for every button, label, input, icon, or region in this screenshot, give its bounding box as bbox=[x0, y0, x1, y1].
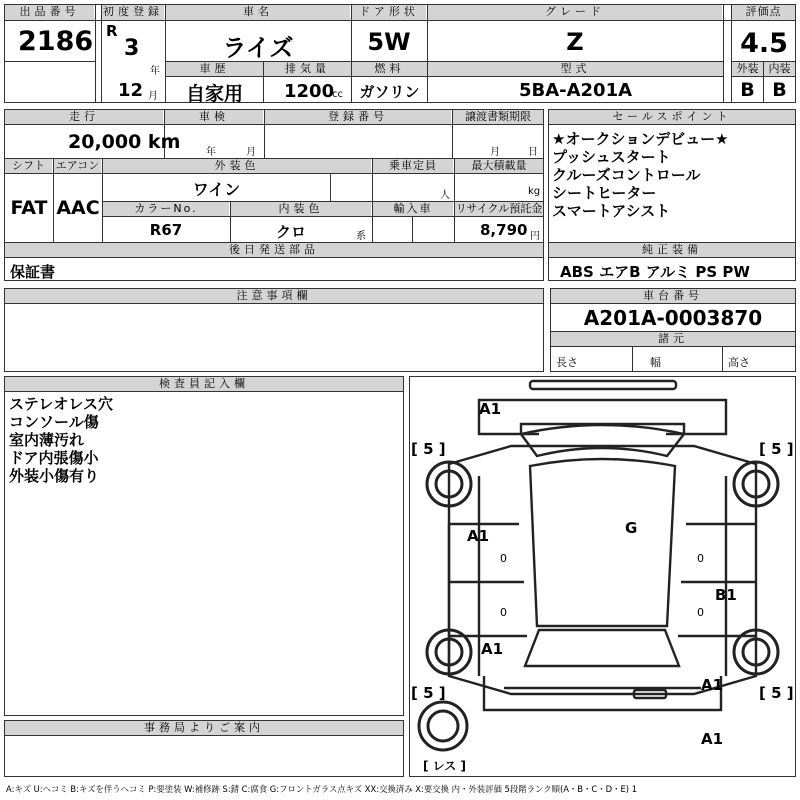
fuel: ガソリン bbox=[359, 83, 420, 101]
mileage-label: 走行 bbox=[5, 110, 163, 124]
history: 自家用 bbox=[185, 83, 243, 105]
divider bbox=[723, 4, 724, 103]
reg-no-label: 登録番号 bbox=[265, 110, 451, 124]
zero-mark: 0 bbox=[500, 552, 507, 565]
transfer-label: 譲渡書類期限 bbox=[453, 110, 543, 124]
displacement: 1200 bbox=[284, 81, 335, 102]
width-label: 幅 bbox=[650, 356, 661, 369]
sales-line: プッシュスタート bbox=[552, 148, 671, 166]
sales-lines bbox=[552, 130, 729, 220]
transfer-day-unit: 日 bbox=[528, 147, 538, 158]
inspector-line: 外装小傷有り bbox=[9, 467, 100, 485]
divider bbox=[101, 4, 102, 103]
damage-mark: A1 bbox=[479, 400, 502, 418]
divider bbox=[4, 303, 544, 304]
divider bbox=[4, 257, 544, 258]
windshield bbox=[521, 424, 684, 456]
divider bbox=[452, 109, 453, 158]
recycle-label: リサイクル預託金 bbox=[455, 202, 543, 215]
interior-grade: B bbox=[772, 79, 787, 101]
sales-line: クルーズコントロール bbox=[552, 166, 701, 184]
interior-color: クロ bbox=[275, 223, 306, 241]
sales-line: シートヒーター bbox=[552, 184, 657, 202]
era: R bbox=[106, 22, 118, 40]
ac-label: エアコン bbox=[55, 159, 100, 172]
inspector-line: ステレオレス穴 bbox=[9, 395, 113, 413]
sales-label: セールスポイント bbox=[549, 110, 795, 124]
grade-label: グレード bbox=[428, 5, 722, 20]
year: 3 bbox=[124, 36, 140, 61]
shift-label: シフト bbox=[5, 159, 52, 173]
inspector-line: コンソール傷 bbox=[9, 413, 99, 431]
equip-label: 純正装備 bbox=[549, 243, 795, 257]
damage-mark: B1 bbox=[715, 586, 737, 604]
notes-label: 注意事項欄 bbox=[5, 289, 543, 303]
spec-label: 諸元 bbox=[551, 332, 795, 346]
divider bbox=[95, 4, 96, 103]
car-name: ライズ bbox=[222, 34, 294, 62]
divider bbox=[4, 61, 96, 62]
inspector-lines bbox=[9, 395, 113, 485]
length-label: 長さ bbox=[556, 356, 578, 369]
tire-tread: [ 5 ] bbox=[759, 684, 794, 702]
lot-label: 出品番号 bbox=[5, 5, 94, 20]
exterior-grade: B bbox=[740, 79, 755, 101]
inspector-line: ドア内張傷小 bbox=[9, 449, 99, 467]
door-type: 5W bbox=[367, 28, 411, 56]
month: 12 bbox=[118, 80, 144, 101]
inspection-month-unit: 月 bbox=[246, 147, 256, 158]
interior-color-unit: 系 bbox=[356, 231, 366, 242]
chassis-label: 車台番号 bbox=[551, 289, 795, 303]
height-label: 高さ bbox=[728, 356, 750, 369]
rear-window bbox=[525, 630, 679, 666]
damage-mark: A1 bbox=[467, 527, 490, 545]
capacity-unit: 人 bbox=[440, 190, 450, 201]
divider bbox=[722, 346, 723, 372]
divider bbox=[4, 391, 404, 392]
lot-number: 2186 bbox=[18, 26, 94, 57]
damage-mark: A1 bbox=[701, 730, 724, 748]
displacement-label: 排気量 bbox=[264, 62, 351, 76]
roof bbox=[530, 459, 675, 626]
transfer-month-unit: 月 bbox=[490, 147, 500, 158]
divider bbox=[548, 124, 796, 125]
later-parts: 保証書 bbox=[10, 263, 56, 281]
mileage: 20,000 km bbox=[68, 131, 181, 153]
front-bumper bbox=[479, 400, 726, 434]
color-label: 外装色 bbox=[103, 159, 371, 173]
chassis-number: A201A-0003870 bbox=[583, 306, 763, 330]
damage-mark: A1 bbox=[701, 676, 724, 694]
history-label: 車歴 bbox=[166, 62, 263, 76]
divider bbox=[548, 257, 796, 258]
divider bbox=[330, 173, 331, 201]
color-no-label: カラーNo. bbox=[103, 202, 229, 216]
displacement-unit: cc bbox=[332, 89, 343, 100]
fuel-label: 燃料 bbox=[352, 62, 427, 76]
interior-label: 内装 bbox=[764, 62, 795, 76]
spare-label: [ レス ] bbox=[423, 759, 466, 773]
load-unit: kg bbox=[528, 186, 541, 197]
first-reg-label: 初度登録 bbox=[103, 5, 163, 18]
legend: A:キズ U:ヘコミ B:キズを伴うヘコミ P:要塗装 W:補修跡 S:錆 C:腐食 G:フロントガラス点キズ XX:交換済み X:要交換 内・外装評価 5段階ランク順(A・B・C・D・E) 1 bbox=[6, 784, 638, 794]
score: 4.5 bbox=[740, 28, 788, 59]
year-unit: 年 bbox=[150, 66, 160, 77]
tire-tread: [ 5 ] bbox=[411, 684, 446, 702]
load-label: 最大積載量 bbox=[455, 159, 543, 173]
damage-mark: G bbox=[625, 519, 638, 537]
equipment: ABS エアB アルミ PS PW bbox=[560, 263, 750, 281]
divider bbox=[550, 303, 796, 304]
interior-color-label: 内装色 bbox=[231, 202, 371, 216]
divider bbox=[4, 735, 404, 736]
divider bbox=[372, 158, 373, 242]
divider bbox=[412, 216, 413, 242]
recycle-fee: 8,790 bbox=[480, 221, 528, 239]
divider bbox=[264, 109, 265, 158]
divider bbox=[454, 158, 455, 242]
color-no: R67 bbox=[149, 221, 183, 239]
shift: FAT bbox=[10, 197, 48, 219]
divider bbox=[550, 346, 796, 347]
office-label: 事務局よりご案内 bbox=[5, 721, 403, 735]
spare-tire bbox=[419, 702, 467, 750]
model: 5BA-A201A bbox=[518, 80, 633, 101]
exterior-label: 外装 bbox=[732, 62, 763, 76]
inspection-year-unit: 年 bbox=[206, 147, 216, 158]
later-label: 後日発送部品 bbox=[5, 243, 543, 257]
sales-line: ★オークションデビュー★ bbox=[552, 130, 729, 148]
inspector-line: 室内薄汚れ bbox=[9, 431, 85, 449]
divider bbox=[4, 173, 544, 174]
import-label: 輸入車 bbox=[373, 202, 453, 216]
divider bbox=[4, 20, 796, 21]
recycle-unit: 円 bbox=[530, 231, 540, 242]
model-label: 型式 bbox=[428, 62, 723, 76]
month-unit: 月 bbox=[148, 91, 158, 102]
inspection-label: 車検 bbox=[165, 110, 263, 124]
door-label: ドア形状 bbox=[352, 5, 426, 20]
divider bbox=[102, 216, 544, 217]
car-name-label: 車名 bbox=[166, 5, 350, 20]
divider bbox=[165, 76, 724, 77]
car-diagram bbox=[409, 376, 796, 777]
exterior-color: ワイン bbox=[192, 180, 241, 199]
zero-mark: 0 bbox=[500, 606, 507, 619]
divider bbox=[632, 346, 633, 372]
inspector-label: 検査員記入欄 bbox=[5, 377, 403, 391]
tire-tread: [ 5 ] bbox=[411, 440, 446, 458]
capacity-label: 乗車定員 bbox=[373, 159, 453, 173]
zero-mark: 0 bbox=[697, 606, 704, 619]
damage-mark: A1 bbox=[481, 640, 504, 658]
divider bbox=[4, 124, 544, 125]
grade: Z bbox=[566, 28, 584, 56]
zero-mark: 0 bbox=[697, 552, 704, 565]
score-label: 評価点 bbox=[732, 5, 795, 20]
sales-line: スマートアシスト bbox=[552, 202, 671, 220]
roof-rail bbox=[530, 381, 676, 389]
ac: AAC bbox=[56, 197, 100, 219]
tire-tread: [ 5 ] bbox=[759, 440, 794, 458]
